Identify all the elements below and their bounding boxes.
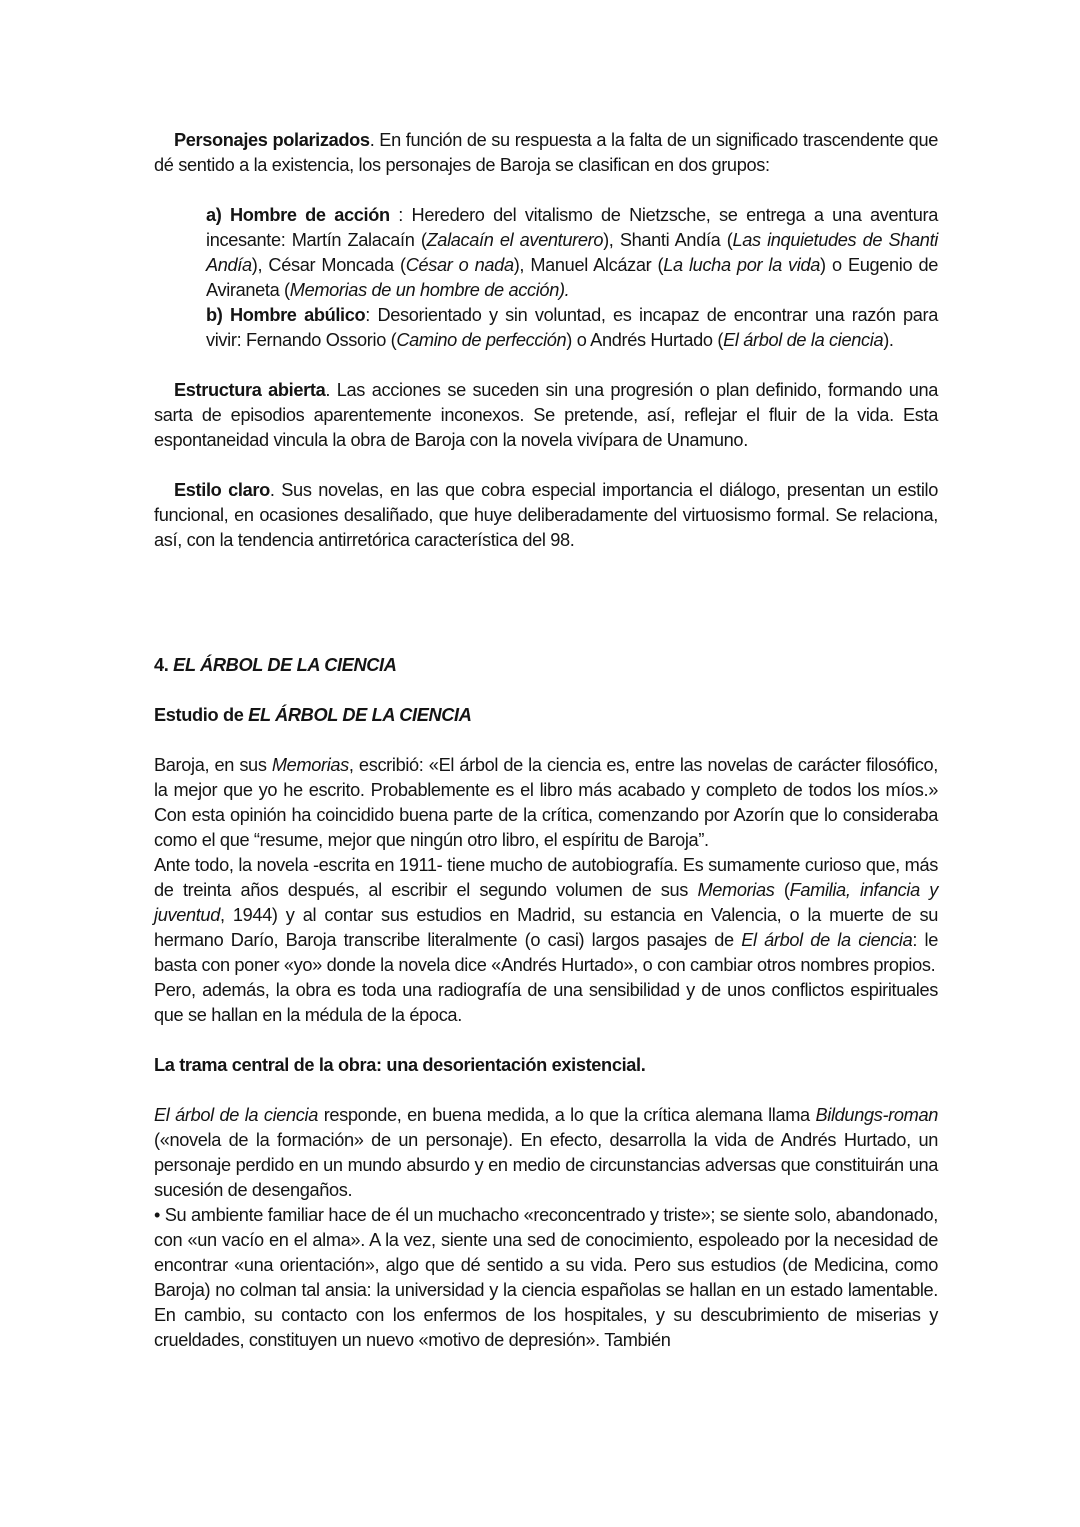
paragraph-ambiente-familiar: • Su ambiente familiar hace de él un muchacho «reconcentrado y triste»; se siente solo, abandonado, con «un vacío en el alma». A la vez, siente una sed de conocimiento, espoleado por la necesidad de encontrar «una orientación», algo que dé sentido a su vida. Pero sus estudios (de Medicina, como Baroja) no colman tal ansia: la universidad y la ciencia españolas se hallan en un estado lamentable. En cambio, su contacto con los enfermos de los hospitales, y su descubrimiento de miserias y crueldades, constituyen un nuevo «motivo de depresión». También	[154, 1205, 938, 1350]
subheading-estudio: Estudio de EL ÁRBOL DE LA CIENCIA	[154, 705, 472, 725]
paragraph-estilo-claro: Estilo claro. Sus novelas, en las que cobra especial importancia el diálogo, presentan un estilo funcional, en ocasiones desaliñado, que huye deliberadamente del virtuosismo formal. Se relaciona, así, con la tendencia antirretórica característica del 98.	[154, 480, 938, 550]
paragraph-estructura-abierta: Estructura abierta. Las acciones se suceden sin una progresión o plan definido, formando una sarta de episodios aparentemente inconexos. Se pretende, así, reflejar el fluir de la vida. Esta espontaneidad vincula la obra de Baroja con la novela vivípara de Unamuno.	[154, 380, 938, 450]
paragraph-personajes-polarizados: Personajes polarizados. En función de su respuesta a la falta de un significado trascendente que dé sentido a la existencia, los personajes de Baroja se clasifican en dos grupos:	[154, 130, 938, 175]
section-heading-4: 4. EL ÁRBOL DE LA CIENCIA	[154, 655, 397, 675]
paragraph-bildungsroman: El árbol de la ciencia responde, en buena medida, a lo que la crítica alemana llama Bildungs-roman («novela de la formación» de un personaje). En efecto, desarrolla la vida de Andrés Hurtado, un personaje perdido en un mundo absurdo y en medio de circunstancias adversas que constituirán una sucesión de desengaños.	[154, 1105, 938, 1200]
subheading-trama-central: La trama central de la obra: una desorientación existencial.	[154, 1055, 646, 1075]
term-estructura-abierta: Estructura abierta	[174, 380, 326, 400]
term-estilo-claro: Estilo claro	[174, 480, 270, 500]
term-hombre-de-accion: a) Hombre de acción	[206, 205, 390, 225]
document-page	[154, 128, 938, 1353]
paragraph-autobiografia: Ante todo, la novela -escrita en 1911- tiene mucho de autobiografía. Es sumamente curioso que, más de treinta años después, al escribir el segundo volumen de sus Memorias (Familia, infancia y juventud, 1944) y al contar sus estudios en Madrid, su estancia en Valencia, o la muerte de su hermano Darío, Baroja transcribe literalmente (o casi) largos pasajes de El árbol de la ciencia: le basta con poner «yo» donde la novela dice «Andrés Hurtado», o con cambiar otros nombres propios.	[154, 855, 938, 975]
term-hombre-abulico: b) Hombre abúlico	[206, 305, 366, 325]
paragraph-radiografia: Pero, además, la obra es toda una radiografía de una sensibilidad y de unos conflictos espirituales que se hallan en la médula de la época.	[154, 980, 938, 1025]
item-hombre-abulico: b) Hombre abúlico: Desorientado y sin voluntad, es incapaz de encontrar una razón para vivir: Fernando Ossorio (Camino de perfección) o Andrés Hurtado (El árbol de la ciencia).	[206, 305, 938, 350]
paragraph-memorias: Baroja, en sus Memorias, escribió: «El árbol de la ciencia es, entre las novelas de carácter filosófico, la mejor que yo he escrito. Probablemente es el libro más acabado y completo de todos los míos.» Con esta opinión ha coincidido buena parte de la crítica, comenzando por Azorín que lo consideraba como el que “resume, mejor que ningún otro libro, el espíritu de Baroja”.	[154, 755, 938, 850]
item-hombre-de-accion: a) Hombre de acción : Heredero del vitalismo de Nietzsche, se entrega a una aventura incesante: Martín Zalacaín (Zalacaín el aventurero), Shanti Andía (Las inquietudes de Shanti Andía), César Moncada (César o nada), Manuel Alcázar (La lucha por la vida) o Eugenio de Aviraneta (Memorias de un hombre de acción).	[206, 205, 938, 300]
term-personajes-polarizados: Personajes polarizados	[174, 130, 370, 150]
